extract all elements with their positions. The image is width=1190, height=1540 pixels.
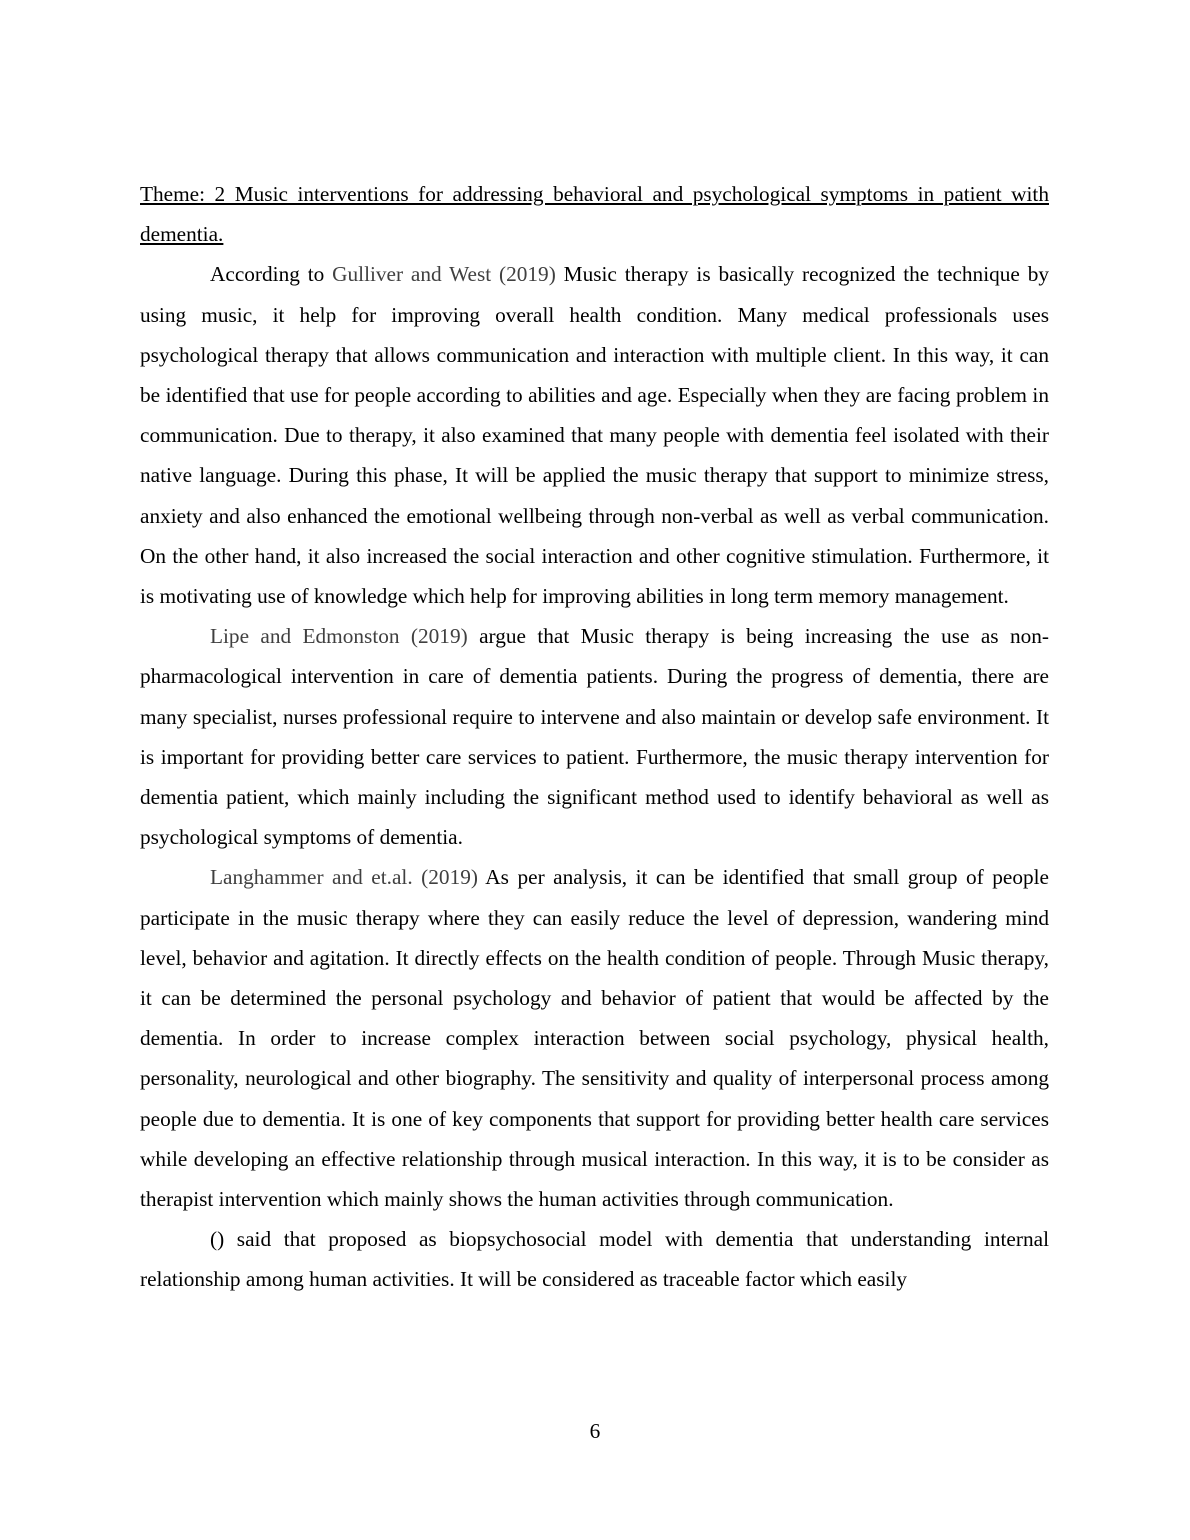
- paragraph-1-lead: According to: [210, 262, 333, 287]
- paragraph-3: [140, 857, 1049, 1219]
- paragraph-4-text: () said that proposed as biopsychosocial model with dementia that understanding internal relationship among human activities. It will be considered as traceable factor which easily: [140, 1227, 1049, 1292]
- citation-langhammer: Langhammer and et.al. (2019): [210, 865, 478, 890]
- paragraph-1-text: Music therapy is basically recognized the technique by using music, it help for improving overall health condition. Many medical professionals uses psychological therapy that allows communication and interaction with multiple client. In this way, it can be identified that use for people according to abilities and age. Especially when they are facing problem in communication. Due to therapy, it also examined that many people with dementia feel isolated with their native language. During this phase, It will be applied the music therapy that support to minimize stress, anxiety and also enhanced the emotional wellbeing through non-verbal as well as verbal communication. On the other hand, it also increased the social interaction and other cognitive stimulation. Furthermore, it is motivating use of knowledge which help for improving abilities in long term memory management.: [140, 262, 1050, 609]
- paragraph-2-text: argue that Music therapy is being increasing the use as non-pharmacological intervention in care of dementia patients. During the progress of dementia, there are many specialist, nurses professional require to intervene and also maintain or develop safe environment. It is important for providing better care services to patient. Furthermore, the music therapy intervention for dementia patient, which mainly including the significant method used to identify behavioral as well as psychological symptoms of dementia.: [140, 624, 1049, 850]
- citation-lipe-edmonston: Lipe and Edmonston (2019): [210, 624, 468, 649]
- paragraph-2: [140, 616, 1049, 857]
- page-number: 6: [589, 1419, 601, 1443]
- paragraph-4: [140, 1219, 1049, 1299]
- citation-gulliver-west: Gulliver and West (2019): [332, 262, 556, 287]
- section-heading: Theme: 2 Music interventions for addressing behavioral and psychological symptoms in patient with dementia.: [140, 182, 1049, 247]
- paragraph-3-text: As per analysis, it can be identified that small group of people participate in the music therapy where they can easily reduce the level of depression, wandering mind level, behavior and agitation. It directly effects on the health condition of people. Through Music therapy, it can be determined the personal psychology and behavior of patient that would be affected by the dementia. In order to increase complex interaction between social psychology, physical health, personality, neurological and other biography. The sensitivity and quality of interpersonal process among people due to dementia. It is one of key components that support for providing better health care services while developing an effective relationship through musical interaction. In this way, it is to be consider as therapist intervention which mainly shows the human activities through communication.: [140, 865, 1049, 1212]
- paragraph-1: [140, 254, 1049, 616]
- document-body: [140, 174, 1049, 1300]
